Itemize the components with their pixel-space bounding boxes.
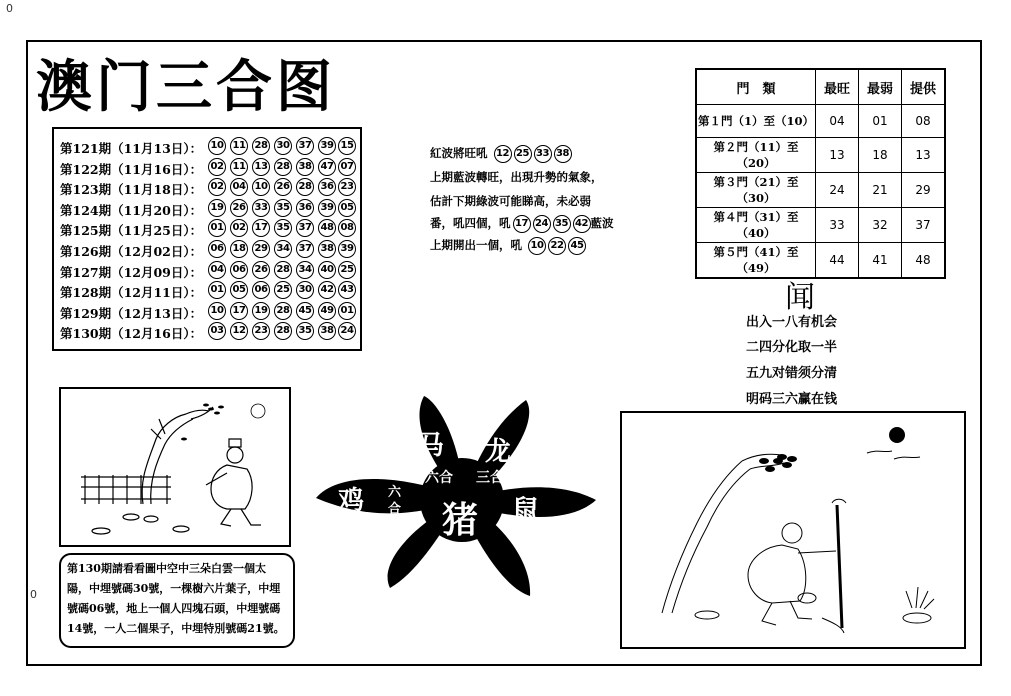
info-text: 上期開出一個，吼 [430, 238, 522, 252]
info-line-2: 上期藍波轉旺，出現升勢的氣象， [430, 170, 603, 184]
number-ball: 39 [318, 199, 336, 217]
number-ball: 24 [533, 215, 551, 233]
special-ball: 43 [338, 281, 356, 299]
number-ball: 49 [318, 302, 336, 320]
issue-label: 第127期（12月09日）： [60, 264, 203, 280]
zodiac-zhu: 猪 [442, 500, 479, 541]
table-cell-max: 04 [816, 105, 859, 138]
table-cell-max: 24 [816, 173, 859, 208]
group-table [695, 68, 946, 279]
table-cell-label: 第５門（41）至（49） [696, 243, 816, 279]
poem-line: 五九对错须分清 [746, 366, 838, 381]
number-ball: 37 [296, 219, 314, 237]
table-cell-max: 33 [816, 208, 859, 243]
number-ball: 17 [252, 219, 270, 237]
info-text: 番，吼四個，吼 [430, 216, 511, 230]
special-ball: 08 [338, 219, 356, 237]
number-ball: 18 [230, 240, 248, 258]
column-header: 提供 [902, 69, 946, 105]
table-cell-give: 29 [902, 173, 946, 208]
number-ball: 26 [252, 261, 270, 279]
table-row [696, 243, 945, 279]
number-ball: 35 [553, 215, 571, 233]
info-text: 藍波 [590, 216, 614, 230]
number-ball: 33 [534, 145, 552, 163]
number-ball: 36 [318, 178, 336, 196]
number-ball: 45 [568, 237, 586, 255]
info-line-4 [430, 215, 614, 233]
number-ball: 33 [252, 199, 270, 217]
number-ball: 06 [230, 261, 248, 279]
illustration-old-man [620, 411, 966, 649]
number-ball: 02 [230, 219, 248, 237]
number-ball: 22 [548, 237, 566, 255]
table-body [696, 105, 945, 279]
table-cell-max: 13 [816, 138, 859, 173]
number-ball: 19 [208, 199, 226, 217]
number-ball: 28 [274, 322, 292, 340]
issue-label: 第129期（12月13日）： [60, 305, 203, 321]
issue-label: 第123期（11月18日）： [60, 182, 203, 198]
number-ball: 01 [208, 281, 226, 299]
number-ball: 12 [230, 322, 248, 340]
zodiac-flower [312, 392, 602, 600]
table-cell-label: 第２門（11）至（20） [696, 138, 816, 173]
number-ball: 01 [208, 219, 226, 237]
special-ball: 07 [338, 158, 356, 176]
table-cell-give: 13 [902, 138, 946, 173]
table-cell-min: 21 [859, 173, 902, 208]
special-ball: 23 [338, 178, 356, 196]
number-ball: 28 [274, 158, 292, 176]
number-ball: 30 [274, 137, 292, 155]
number-ball: 38 [554, 145, 572, 163]
relation-liuhe: 六合 [425, 470, 453, 486]
number-ball: 35 [274, 219, 292, 237]
poem-line: 出入一八有机会 [746, 315, 838, 330]
special-ball: 15 [338, 137, 356, 155]
table-row [696, 138, 945, 173]
number-ball: 48 [318, 219, 336, 237]
number-ball: 03 [208, 322, 226, 340]
poem-line: 二四分化取一半 [746, 340, 838, 355]
number-ball: 30 [296, 281, 314, 299]
number-ball: 37 [296, 137, 314, 155]
relation-liuhe-a: 六 [388, 485, 402, 500]
number-ball: 45 [296, 302, 314, 320]
table-row [696, 173, 945, 208]
number-ball: 39 [318, 137, 336, 155]
issue-label: 第122期（11月16日）： [60, 161, 203, 177]
table-cell-min: 32 [859, 208, 902, 243]
special-ball: 25 [338, 261, 356, 279]
info-line-1 [430, 145, 572, 163]
poem-title: 闻 [785, 280, 815, 315]
table-cell-min: 01 [859, 105, 902, 138]
number-ball: 26 [274, 178, 292, 196]
table-row [696, 208, 945, 243]
page-title: 澳门三合图 [36, 55, 336, 120]
table-cell-label: 第１門（1）至（10） [696, 105, 816, 138]
number-ball: 42 [573, 215, 591, 233]
issue-label: 第128期（12月11日）： [60, 285, 203, 301]
special-ball: 24 [338, 322, 356, 340]
number-ball: 11 [230, 158, 248, 176]
number-ball: 35 [296, 322, 314, 340]
table-cell-min: 41 [859, 243, 902, 279]
number-ball: 10 [528, 237, 546, 255]
issue-label: 第124期（11月20日）： [60, 202, 203, 218]
number-ball: 40 [318, 261, 336, 279]
zodiac-shu: 鼠 [512, 494, 541, 527]
relation-liuhe-b: 合 [388, 502, 402, 517]
number-ball: 12 [494, 145, 512, 163]
number-ball: 06 [252, 281, 270, 299]
table-cell-label: 第４門（31）至（40） [696, 208, 816, 243]
number-ball: 10 [252, 178, 270, 196]
table-cell-give: 48 [902, 243, 946, 279]
corner-mark: 0 [30, 588, 37, 601]
cook-drawing [61, 389, 289, 545]
info-line-3: 估計下期綠波可能睇高，未必弱 [430, 194, 591, 208]
number-ball: 10 [208, 302, 226, 320]
number-ball: 25 [514, 145, 532, 163]
number-ball: 04 [208, 261, 226, 279]
number-ball: 10 [208, 137, 226, 155]
riddle-caption: 第130期請看看圖中空中三朵白雲一個太陽，中埋號碼30號，一棵樹六片葉子，中埋號碼06號，地上一個人四塊石頭，中埋號碼14號，一人二個果子，中埋特別號碼21號。 [59, 553, 295, 648]
number-ball: 42 [318, 281, 336, 299]
number-ball: 35 [274, 199, 292, 217]
number-ball: 47 [318, 158, 336, 176]
special-ball: 39 [338, 240, 356, 258]
number-ball: 38 [318, 240, 336, 258]
table-cell-give: 08 [902, 105, 946, 138]
number-ball: 04 [230, 178, 248, 196]
info-balls [526, 238, 586, 252]
number-ball: 06 [208, 240, 226, 258]
issue-label: 第126期（12月02日）： [60, 244, 203, 259]
zodiac-ji: 鸡 [338, 486, 365, 516]
column-header: 最旺 [816, 69, 859, 105]
old-man-drawing [622, 413, 964, 647]
table-row [696, 105, 945, 138]
number-ball: 02 [208, 178, 226, 196]
number-ball: 23 [252, 322, 270, 340]
table-cell-give: 37 [902, 208, 946, 243]
number-ball: 28 [296, 178, 314, 196]
number-ball: 17 [513, 215, 531, 233]
info-balls [511, 216, 591, 230]
number-ball: 28 [274, 261, 292, 279]
number-ball: 26 [230, 199, 248, 217]
number-ball: 28 [274, 302, 292, 320]
number-ball: 34 [274, 240, 292, 258]
number-ball: 05 [230, 281, 248, 299]
info-line-5 [430, 237, 586, 255]
history-panel [52, 127, 362, 351]
number-ball: 02 [208, 158, 226, 176]
number-ball: 34 [296, 261, 314, 279]
zodiac-long: 龙 [485, 437, 512, 467]
poem-line: 明码三六赢在钱 [746, 392, 838, 407]
number-ball: 38 [318, 322, 336, 340]
corner-mark: 0 [6, 2, 13, 15]
column-header: 門 類 [696, 69, 816, 105]
number-ball: 37 [296, 240, 314, 258]
relation-sanhe: 三合 [476, 470, 504, 486]
zodiac-ma: 马 [418, 431, 445, 461]
number-ball: 25 [274, 281, 292, 299]
table-header-row [696, 69, 945, 105]
issue-label: 第121期（11月13日）： [60, 141, 203, 156]
number-ball: 17 [230, 302, 248, 320]
number-ball: 29 [252, 240, 270, 258]
illustration-cook [59, 387, 291, 547]
table-cell-max: 44 [816, 243, 859, 279]
table-cell-label: 第３門（21）至（30） [696, 173, 816, 208]
number-ball: 36 [296, 199, 314, 217]
number-ball: 28 [252, 137, 270, 155]
issue-label: 第125期（11月25日）： [60, 223, 203, 239]
special-ball: 05 [338, 199, 356, 217]
number-ball: 13 [252, 158, 270, 176]
column-header: 最弱 [859, 69, 902, 105]
special-ball: 01 [338, 302, 356, 320]
info-balls [492, 146, 572, 160]
issue-label: 第130期（12月16日）： [60, 326, 203, 342]
number-ball: 11 [230, 137, 248, 155]
number-ball: 38 [296, 158, 314, 176]
number-ball: 19 [252, 302, 270, 320]
info-text: 紅波將旺吼 [430, 146, 488, 160]
table-cell-min: 18 [859, 138, 902, 173]
